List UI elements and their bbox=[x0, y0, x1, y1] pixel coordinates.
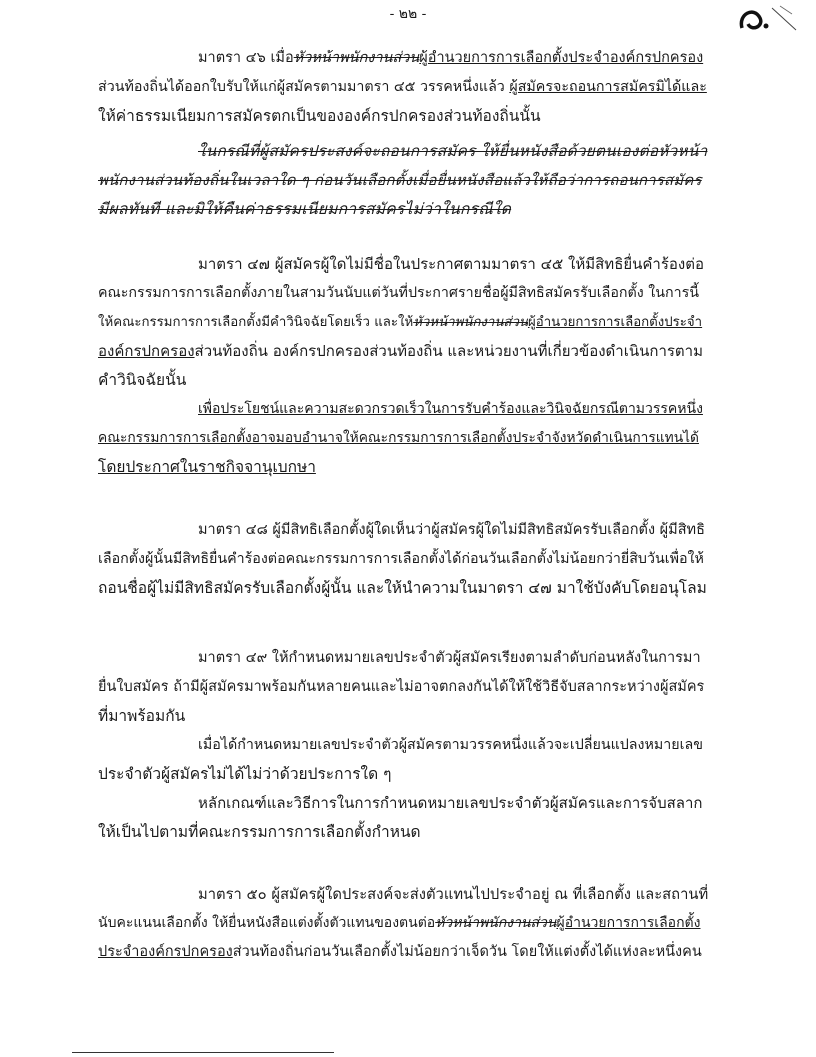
s47-line-4 bbox=[98, 337, 708, 366]
s47-line-6: เพื่อประโยชน์และความสะดวกรวดเร็วในการรับคำร้องและวินิจฉัยกรณีตามวรรคหนึ่ง bbox=[198, 401, 703, 417]
handwritten-page-mark bbox=[734, 0, 804, 40]
s46-deleted-line-2: พนักงานส่วนท้องถิ่นในเวลาใด ๆ ก่อนวันเลือกตั้งเมื่อยื่นหนังสือแล้วให้ถือว่าการถอนการสมัคร bbox=[98, 172, 702, 189]
s47-underlined-text: ผู้อำนวยการการเลือกตั้งประจำ bbox=[527, 315, 703, 330]
s47-line-8: โดยประกาศในราชกิจจานุเบกษา bbox=[98, 458, 316, 476]
s49-line-3: ที่มาพร้อมกัน bbox=[98, 707, 186, 725]
s47-line-2: คณะกรรมการการเลือกตั้งภายในสามวันนับแต่วันที่ประกาศรายชื่อผู้มีสิทธิสมัครรับเลือกตั้ง ในการนี้ bbox=[98, 285, 699, 301]
s46-text: ส่วนท้องถิ่นได้ออกใบรับให้แก่ผู้สมัครตามมาตรา ๔๕ วรรคหนึ่งแล้ว bbox=[98, 79, 510, 95]
s50-line-1: มาตรา ๕๐ ผู้สมัครผู้ใดประสงค์จะส่งตัวแทนไปประจำอยู่ ณ ที่เลือกตั้ง และสถานที่ bbox=[198, 886, 709, 903]
s50-struck-text: หัวหน้าพนักงานส่วน bbox=[435, 915, 557, 931]
s49-line-2: ยื่นใบสมัคร ถ้ามีผู้สมัครมาพร้อมกันหลายคนและไม่อาจตกลงกันได้ให้ใช้วิธีจับสลากระหว่างผู้สมัคร bbox=[98, 679, 705, 695]
section-46 bbox=[98, 44, 708, 224]
s49-line-4: เมื่อได้กำหนดหมายเลขประจำตัวผู้สมัครตามวรรคหนึ่งแล้วจะเปลี่ยนแปลงหมายเลข bbox=[198, 737, 703, 753]
s46-line-3: ให้ค่าธรรมเนียมการสมัครตกเป็นขององค์กรปกครองส่วนท้องถิ่นนั้น bbox=[98, 107, 541, 125]
s46-text: มาตรา ๔๖ เมื่อ bbox=[198, 50, 294, 66]
s46-underlined-text: ผู้อำนวยการการเลือกตั้งประจำองค์กรปกครอง bbox=[419, 50, 704, 66]
section-47 bbox=[98, 250, 708, 482]
s47-line-3 bbox=[98, 308, 708, 337]
s49-line-5: ประจำตัวผู้สมัครไม่ได้ไม่ว่าด้วยประการใด ๆ bbox=[98, 765, 392, 783]
s47-line-1: มาตรา ๔๗ ผู้สมัครผู้ใดไม่มีชื่อในประกาศตามมาตรา ๔๕ ให้มีสิทธิยื่นคำร้องต่อ bbox=[198, 255, 704, 273]
s46-deleted-line-3: มีผลทันที และมิให้คืนค่าธรรมเนียมการสมัครไม่ว่าในกรณีใด bbox=[98, 200, 512, 218]
s50-line-3 bbox=[98, 938, 708, 967]
s49-line-7: ให้เป็นไปตามที่คณะกรรมการการเลือกตั้งกำหนด bbox=[98, 823, 421, 841]
footnote-divider bbox=[72, 1052, 334, 1053]
s46-underlined-text: ผู้สมัครจะถอนการสมัครมิได้และ bbox=[509, 79, 707, 95]
s47-text: ให้คณะกรรมการการเลือกตั้งมีคำวินิจฉัยโดยเร็ว และให้ bbox=[98, 315, 414, 330]
s50-text: ส่วนท้องถิ่นก่อนวันเลือกตั้งไม่น้อยกว่าเจ็ดวัน โดยให้แต่งตั้งได้แห่งละหนึ่งคน bbox=[232, 944, 702, 960]
s49-line-6: หลักเกณฑ์และวิธีการในการกำหนดหมายเลขประจำตัวผู้สมัครและการจับสลาก bbox=[198, 794, 703, 812]
s50-underlined-text: ผู้อำนวยการการเลือกตั้ง bbox=[556, 915, 701, 931]
s47-underlined-text: องค์กรปกครอง bbox=[98, 342, 195, 360]
s47-line-7: คณะกรรมการการเลือกตั้งอาจมอบอำนาจให้คณะกรรมการการเลือกตั้งประจำจังหวัดดำเนินการแทนได้ bbox=[98, 430, 699, 446]
s46-line-1 bbox=[98, 44, 708, 73]
s46-line-2 bbox=[98, 73, 708, 102]
s47-struck-text: หัวหน้าพนักงานส่วน bbox=[413, 315, 528, 330]
s48-line-2: เลือกตั้งผู้นั้นมีสิทธิยื่นคำร้องต่อคณะกรรมการการเลือกตั้งได้ก่อนวันเลือกตั้งไม่น้อยกว่ายี่สิบวันเพื่อให้ bbox=[98, 551, 704, 567]
section-50 bbox=[98, 880, 708, 967]
s47-line-5: คำวินิจฉัยนั้น bbox=[98, 371, 187, 389]
s50-line-2 bbox=[98, 909, 708, 938]
s49-line-1: มาตรา ๔๙ ให้กำหนดหมายเลขประจำตัวผู้สมัครเรียงตามลำดับก่อนหลังในการมา bbox=[198, 650, 701, 666]
s48-line-3: ถอนชื่อผู้ไม่มีสิทธิสมัครรับเลือกตั้งผู้นั้น และให้นำความในมาตรา ๔๗ มาใช้บังคับโดยอนุโลม bbox=[98, 579, 707, 597]
s50-underlined-text: ประจำองค์กรปกครอง bbox=[98, 944, 233, 960]
s46-deleted-line-1: ในกรณีที่ผู้สมัครประสงค์จะถอนการสมัคร ให้ยื่นหนังสือด้วยตนเองต่อหัวหน้า bbox=[198, 142, 708, 160]
s46-struck-text: หัวหน้าพนักงานส่วน bbox=[293, 50, 420, 66]
s50-text: นับคะแนนเลือกตั้ง ให้ยื่นหนังสือแต่งตั้งตัวแทนของตนต่อ bbox=[98, 915, 436, 931]
s47-text: ส่วนท้องถิ่น องค์กรปกครองส่วนท้องถิ่น และหน่วยงานที่เกี่ยวข้องดำเนินการตาม bbox=[194, 342, 703, 360]
section-48 bbox=[98, 516, 708, 603]
s48-line-1: มาตรา ๔๘ ผู้มีสิทธิเลือกตั้งผู้ใดเห็นว่าผู้สมัครผู้ใดไม่มีสิทธิสมัครรับเลือกตั้ง ผู้มีสิทธิ bbox=[198, 522, 705, 538]
page-number: - ๒๒ - bbox=[389, 6, 427, 22]
section-49 bbox=[98, 644, 708, 847]
